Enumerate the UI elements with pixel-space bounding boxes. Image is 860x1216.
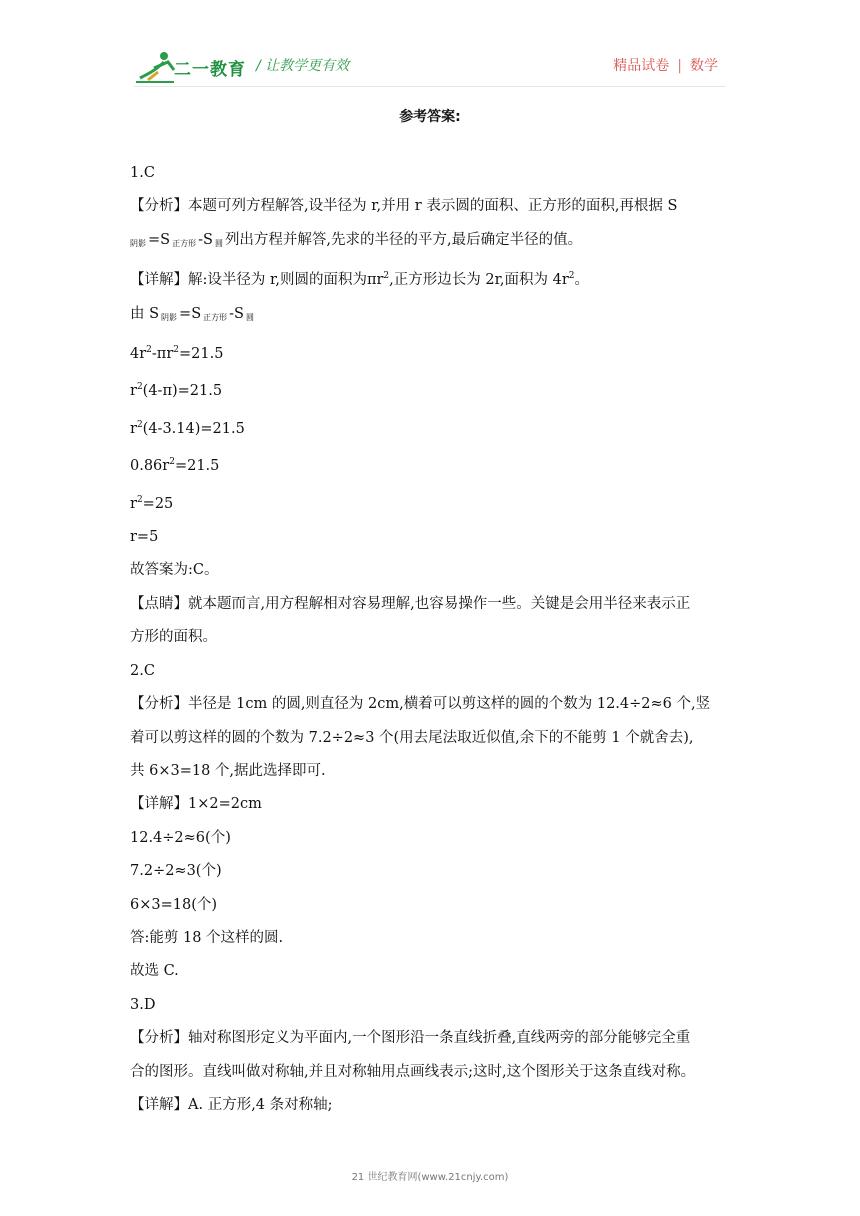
q2-detail-3: 7.2÷2≈3(个) — [130, 863, 222, 880]
q2-analysis: 【分析】半径是 1cm 的圆,则直径为 2cm,横着可以剪这样的圆的个数为 12.4÷2≈6 个,竖 — [130, 696, 711, 713]
q1-number: 1.C — [130, 165, 155, 181]
q2-number: 2.C — [130, 662, 155, 679]
q1-equation-5: $r^2=25$ — [130, 494, 174, 512]
header-category — [613, 55, 718, 75]
q1-formula: 由 S $_{阴影}$ =S $_{正方形}$ -S $_圆$ — [130, 305, 254, 322]
page-header — [0, 0, 860, 100]
q1-detail: 【详解】解:设半径为 r,则圆的面积为$\pi r^2$,正方形边长为 2r,面积为 $4r^2$。 — [130, 271, 590, 289]
header-divider — [134, 86, 726, 87]
q3-analysis-cont: 合的图形。直线叫做对称轴,并且对称轴用点画线表示;这时,这个图形关于这条直线对称。 — [130, 1063, 696, 1080]
q1-answer: 故答案为:C。 — [130, 562, 219, 579]
q2-analysis-cont: 着可以剪这样的圆的个数为 7.2÷2≈3 个(用去尾法取近似值,余下的不能剪 1 个就舍去), — [130, 729, 694, 746]
q2-detail-1: 【详解】1×2=2cm — [130, 796, 262, 813]
q1-equation-1: $4r^2-\pi r^2=21.5$ — [130, 345, 224, 363]
q1-equation-3: $r^2(4-3.14)=21.5$ — [130, 419, 245, 437]
q3-number: 3.D — [130, 996, 156, 1013]
slogan: / 让教学更有效 — [256, 58, 350, 74]
q1-equation-4: $0.86r^2=21.5$ — [130, 457, 220, 475]
header-category-a: 精品试卷 — [613, 58, 670, 74]
page-title: 参考答案: — [399, 109, 461, 125]
q2-detail-2: 12.4÷2≈6(个) — [130, 829, 231, 846]
q1-comment: 【点睛】就本题而言,用方程解相对容易理解,也容易操作一些。关键是会用半径来表示正 — [130, 595, 691, 612]
q1-analysis-cont: $_{阴影}$ =S $_{正方形}$ -S $_圆$ 列出方程并解答,先求的半径的平方,最后确定半径的值。 — [130, 231, 583, 248]
q1-analysis: 【分析】本题可列方程解答,设半径为 r,并用 r 表示圆的面积、正方形的面积,再根据 S — [130, 198, 678, 215]
q1-equation-6: r=5 — [130, 529, 159, 546]
q3-detail-1: 【详解】A. 正方形,4 条对称轴; — [130, 1096, 333, 1113]
q1-equation-2: $r^2(4-\pi)=21.5$ — [130, 382, 223, 400]
logo-text: 二一教育 — [174, 60, 246, 80]
page-footer: 21 世纪教育网(www.21cnjy.com) — [351, 1172, 509, 1183]
q2-detail-4: 6×3=18(个) — [130, 896, 218, 913]
q2-detail-6: 故选 C. — [130, 963, 179, 980]
header-category-b: 数学 — [690, 58, 718, 74]
q2-detail-5: 答:能剪 18 个这样的圆. — [130, 929, 284, 946]
q1-comment-cont: 方形的面积。 — [130, 629, 217, 646]
answer-content — [130, 157, 730, 1122]
header-separator: | — [677, 58, 682, 74]
q3-analysis: 【分析】轴对称图形定义为平面内,一个图形沿一条直线折叠,直线两旁的部分能够完全重 — [130, 1030, 691, 1047]
q2-analysis-end: 共 6×3=18 个,据此选择即可. — [130, 762, 326, 779]
